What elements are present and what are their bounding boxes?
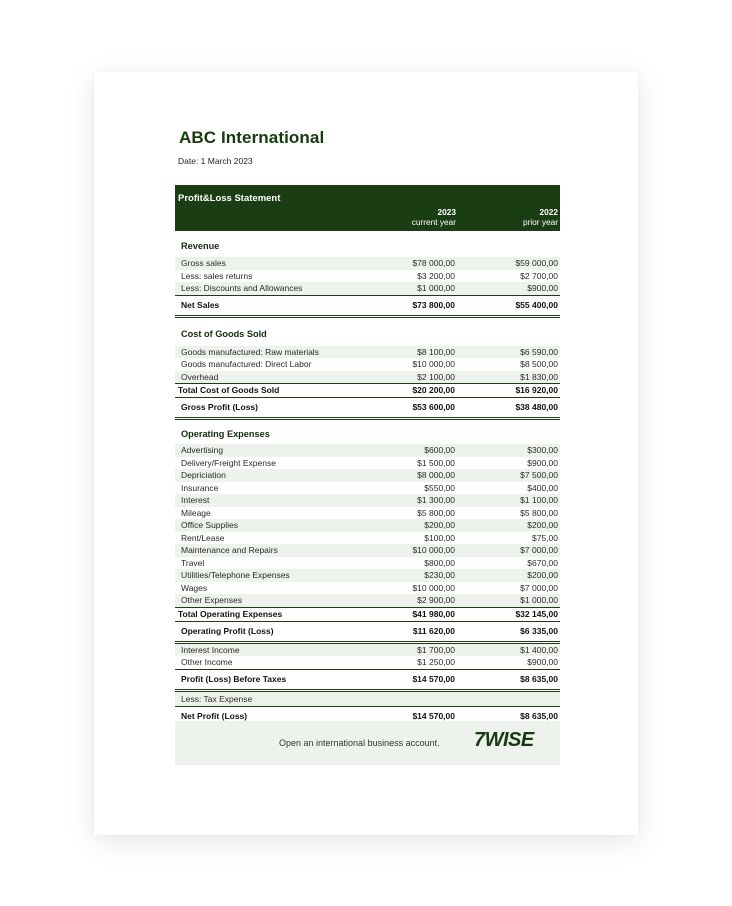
opex-item-row: Office Supplies $200,00 $200,00: [175, 519, 560, 532]
table-header: [175, 185, 560, 231]
document-page: [94, 72, 638, 835]
opex-item-row: Travel $800,00 $670,00: [181, 557, 558, 568]
document-date: Date: 1 March 2023: [178, 156, 253, 166]
other-income-row: Other Income $1 250,00 $900,00: [181, 657, 558, 667]
operating-profit-row: Operating Profit (Loss) $11 620,00 $6 335,00: [175, 621, 560, 644]
footer-text: Open an international business account.: [279, 738, 440, 748]
section-heading-revenue: Revenue: [181, 241, 220, 251]
net-sales-row: Net Sales $73 800,00 $55 400,00: [175, 295, 560, 318]
wise-logo: 7WISE: [474, 729, 534, 751]
promo-footer: [175, 721, 560, 765]
total-cogs-row: Total Cost of Goods Sold $20 200,00 $16 920,00: [175, 383, 560, 397]
opex-item-row: Insurance $550,00 $400,00: [181, 482, 558, 493]
tax-expense-row: Less: Tax Expense: [175, 692, 560, 706]
opex-item-row: Other Expenses $2 900,00 $1 000,00: [175, 594, 560, 607]
gross-profit-row: Gross Profit (Loss) $53 600,00 $38 480,00: [175, 397, 560, 420]
pl-statement-table: [175, 185, 560, 729]
table-title: Profit&Loss Statement: [178, 193, 281, 204]
opex-item-row: Wages $10 000,00 $7 000,00: [181, 582, 558, 593]
cogs-item-row: Goods manufactured: Direct Labor $10 000,00 $8 500,00: [181, 359, 558, 369]
opex-item-row: Advertising $600,00 $300,00: [175, 444, 560, 457]
net-profit-row: Net Profit (Loss) $14 570,00 $8 635,00: [175, 706, 560, 729]
revenue-item-row: Less: sales returns $3 200,00 $2 700,00: [181, 270, 558, 281]
revenue-item-row: Gross sales $78 000,00 $59 000,00: [175, 257, 560, 270]
cogs-item-row: Goods manufactured: Raw materials $8 100,00 $6 590,00: [175, 346, 560, 359]
column-prior-year: 2022 prior year: [522, 207, 558, 227]
section-heading-opex: Operating Expenses: [181, 429, 270, 439]
cogs-item-row: Overhead $2 100,00 $1 830,00: [175, 371, 560, 384]
total-opex-row: Total Operating Expenses $41 980,00 $32 145,00: [175, 607, 560, 621]
opex-item-row: Rent/Lease $100,00 $75,00: [181, 532, 558, 543]
profit-before-taxes-row: Profit (Loss) Before Taxes $14 570,00 $8 635,00: [175, 669, 560, 692]
opex-item-row: Depriciation $8 000,00 $7 500,00: [175, 469, 560, 482]
opex-item-row: Interest $1 300,00 $1 100,00: [175, 494, 560, 507]
opex-item-row: Delivery/Freight Expense $1 500,00 $900,00: [181, 457, 558, 468]
revenue-item-row: Less: Discounts and Allowances $1 000,00 $900,00: [175, 282, 560, 295]
other-income-row: Interest Income $1 700,00 $1 400,00: [175, 644, 560, 657]
column-current-year: 2023 current year: [411, 207, 456, 227]
opex-item-row: Utilities/Telephone Expenses $230,00 $200,00: [175, 569, 560, 582]
document-title: ABC International: [179, 128, 325, 147]
opex-item-row: Mileage $5 800,00 $5 800,00: [181, 507, 558, 518]
opex-item-row: Maintenance and Repairs $10 000,00 $7 000,00: [175, 544, 560, 557]
section-heading-cogs: Cost of Goods Sold: [181, 328, 267, 339]
